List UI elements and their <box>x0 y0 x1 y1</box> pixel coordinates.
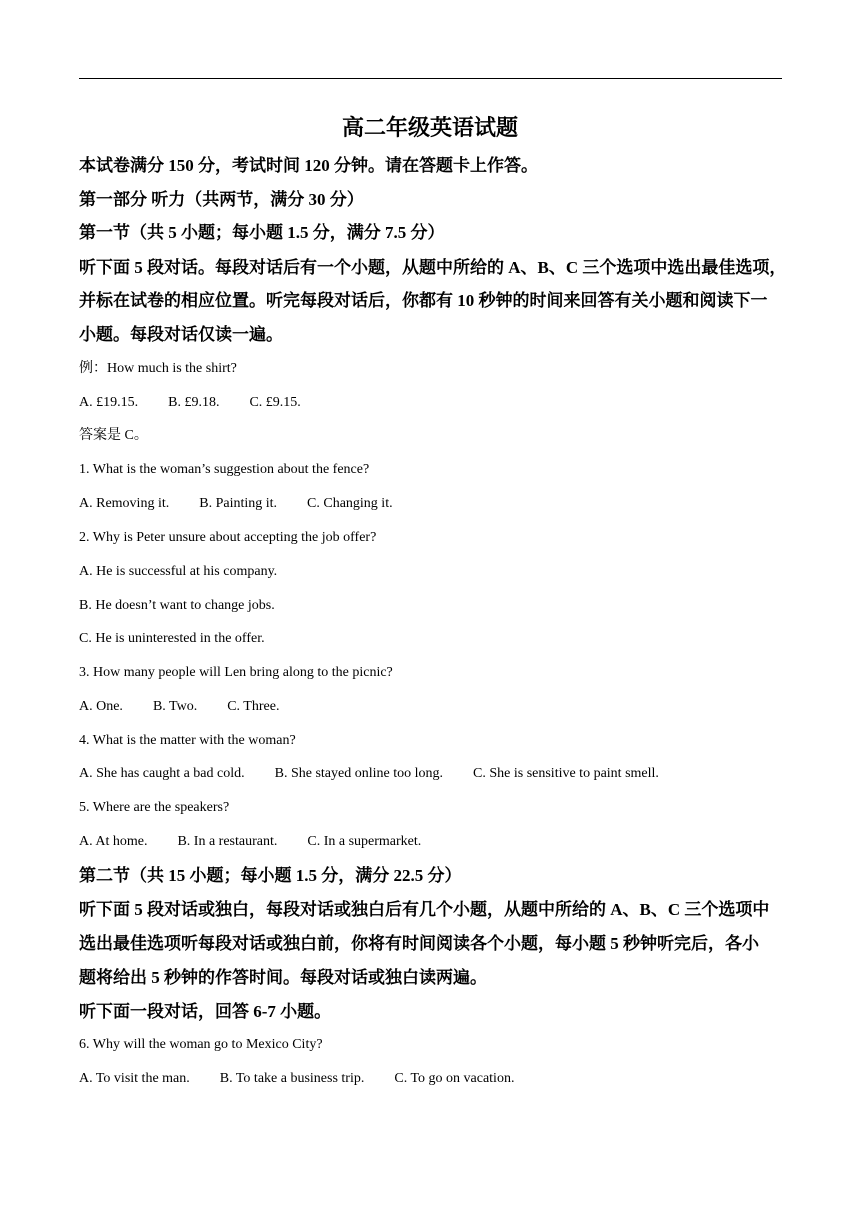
section2-heading: 第二节（共 15 小题；每小题 1.5 分，满分 22.5 分） <box>79 866 462 885</box>
section1-heading: 第一节（共 5 小题；每小题 1.5 分，满分 7.5 分） <box>79 223 445 242</box>
example-question: 例：How much is the shirt? <box>79 361 237 376</box>
section2-group-heading: 听下面一段对话，回答 6-7 小题。 <box>79 1002 332 1021</box>
question-2: 2. Why is Peter unsure about accepting the job offer? <box>79 530 377 545</box>
question-1-option-b: B. Painting it. <box>199 496 278 511</box>
section1-instructions-line-2: 并标在试卷的相应位置。听完每段对话后，你都有 10 秒钟的时间来回答有关小题和阅读下一 <box>79 291 768 310</box>
example-option-b: B. £9.18. <box>168 395 220 410</box>
example-option-c: C. £9.15. <box>249 395 301 410</box>
header-rule <box>79 78 782 79</box>
question-4-options <box>79 764 659 784</box>
question-5-options <box>79 832 421 852</box>
question-5-option-c: C. In a supermarket. <box>307 834 422 849</box>
part1-heading: 第一部分 听力（共两节，满分 30 分） <box>79 190 364 209</box>
question-3-options <box>79 697 279 717</box>
section1-instructions-line-1: 听下面 5 段对话。每段对话后有一个小题，从题中所给的 A、B、C 三个选项中选出最佳选项， <box>79 258 787 277</box>
question-5-option-b: B. In a restaurant. <box>177 834 278 849</box>
question-2-option-a: A. He is successful at his company. <box>79 564 278 579</box>
question-4: 4. What is the matter with the woman? <box>79 733 296 748</box>
question-6: 6. Why will the woman go to Mexico City? <box>79 1037 323 1052</box>
section2-instructions-line-3: 题将给出 5 秒钟的作答时间。每段对话或独白读两遍。 <box>79 968 487 987</box>
question-3-option-a: A. One. <box>79 699 123 714</box>
question-1-option-a: A. Removing it. <box>79 496 170 511</box>
exam-intro: 本试卷满分 150 分，考试时间 120 分钟。请在答题卡上作答。 <box>79 156 538 175</box>
question-6-option-b: B. To take a business trip. <box>219 1071 365 1086</box>
example-answer: 答案是 C。 <box>79 428 148 443</box>
question-5: 5. Where are the speakers? <box>79 800 230 815</box>
question-4-option-b: B. She stayed online too long. <box>274 766 444 781</box>
question-4-option-a: A. She has caught a bad cold. <box>79 766 245 781</box>
question-6-option-a: A. To visit the man. <box>79 1071 190 1086</box>
question-1-options <box>79 494 393 514</box>
question-4-option-c: C. She is sensitive to paint smell. <box>473 766 659 781</box>
example-options <box>79 393 301 413</box>
exam-title: 高二年级英语试题 <box>341 115 518 140</box>
section2-instructions-line-1: 听下面 5 段对话或独白，每段对话或独白后有几个小题，从题中所给的 A、B、C 三个选项中 <box>79 900 770 919</box>
question-1-option-c: C. Changing it. <box>307 496 393 511</box>
section1-instructions-line-3: 小题。每段对话仅读一遍。 <box>79 325 283 344</box>
question-2-option-b: B. He doesn’t want to change jobs. <box>79 598 275 613</box>
question-3: 3. How many people will Len bring along to the picnic? <box>79 665 393 680</box>
question-3-option-b: B. Two. <box>152 699 198 714</box>
question-6-options <box>79 1069 514 1089</box>
question-3-option-c: C. Three. <box>227 699 280 714</box>
question-1: 1. What is the woman’s suggestion about the fence? <box>79 462 370 477</box>
question-5-option-a: A. At home. <box>79 834 148 849</box>
example-option-a: A. £19.15. <box>79 395 139 410</box>
section2-instructions-line-2: 选出最佳选项听每段对话或独白前，你将有时间阅读各个小题，每小题 5 秒钟听完后，各小 <box>79 934 759 953</box>
question-6-option-c: C. To go on vacation. <box>394 1071 515 1086</box>
question-2-option-c: C. He is uninterested in the offer. <box>79 631 265 646</box>
